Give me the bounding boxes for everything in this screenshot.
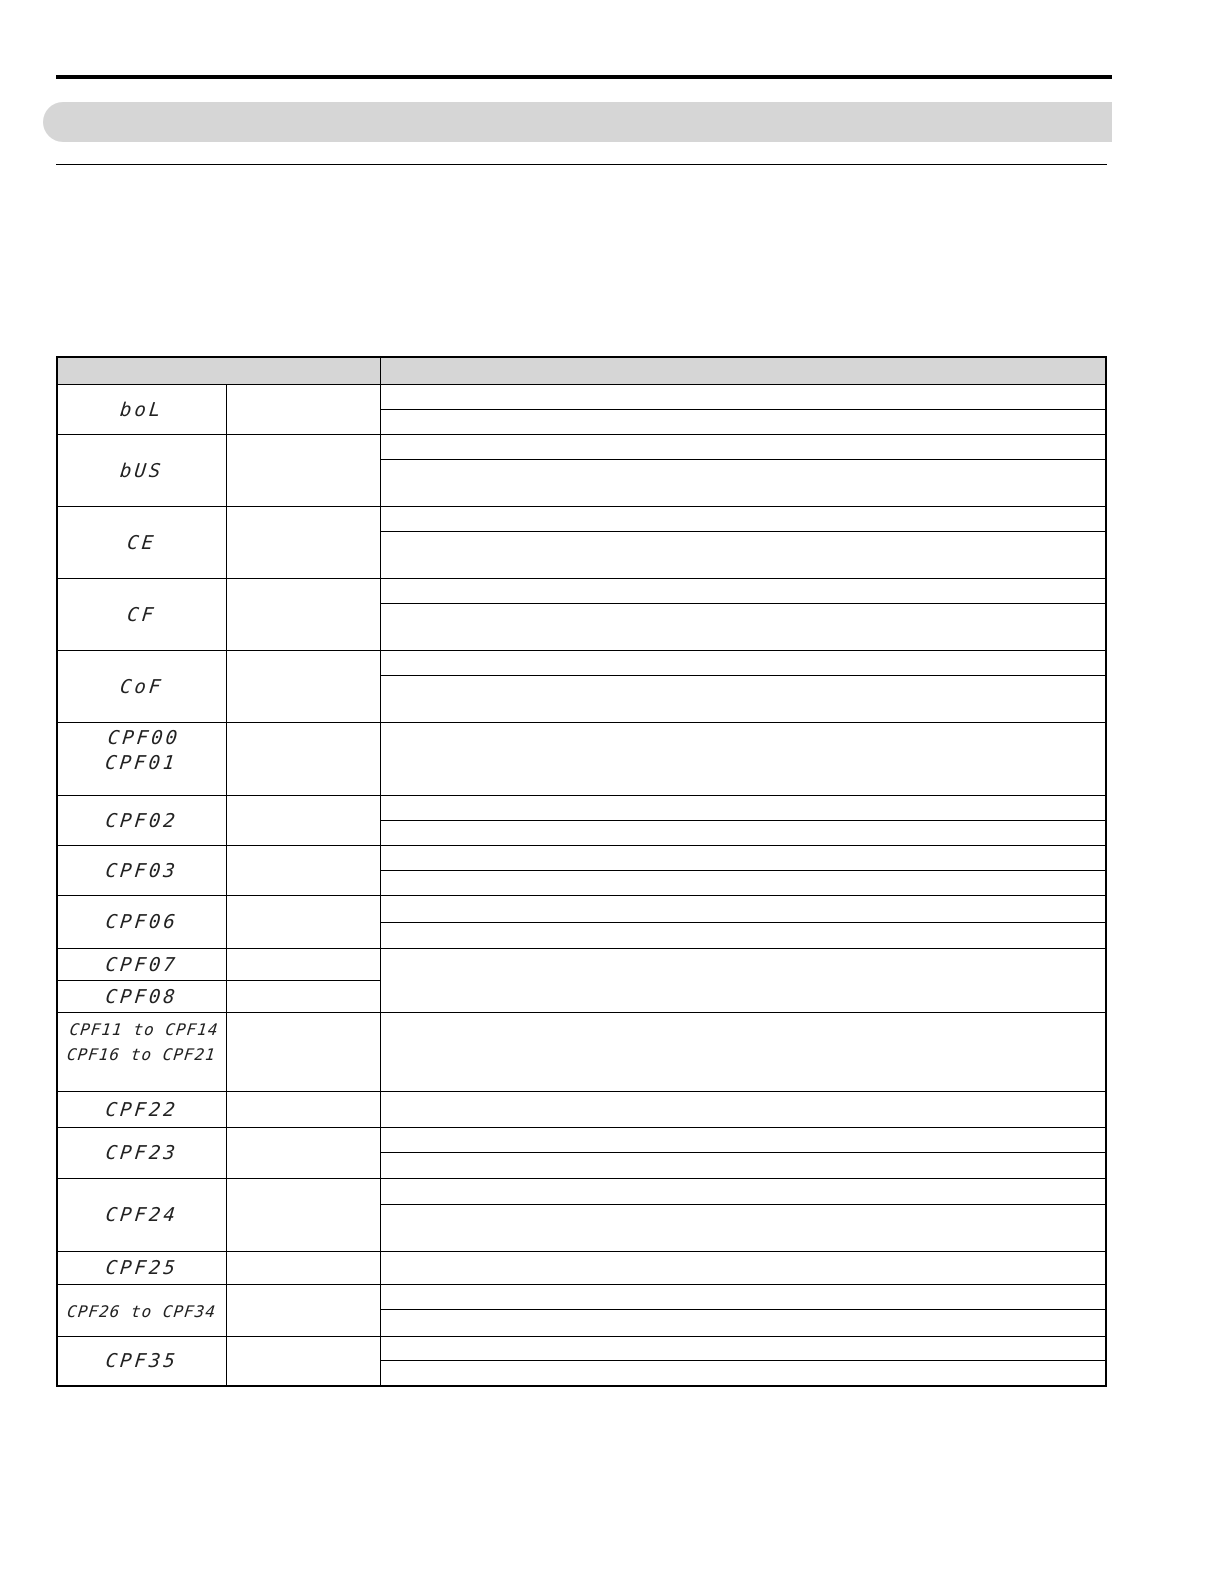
fault-code: bUS xyxy=(118,459,165,481)
cause-cell xyxy=(380,385,1106,410)
table-row xyxy=(57,1285,1106,1310)
fault-code-cell xyxy=(54,1337,228,1386)
fault-name-cell xyxy=(226,385,380,435)
fault-code: CPF03 xyxy=(104,859,180,881)
fault-code: boL xyxy=(118,398,165,420)
fault-code-cell xyxy=(54,385,228,435)
cause-cell xyxy=(380,651,1106,676)
fault-name-cell xyxy=(226,846,380,896)
cause-cell xyxy=(380,896,1106,923)
table-row xyxy=(57,1013,1106,1092)
fault-code-cell xyxy=(53,1013,230,1092)
header-cell-details xyxy=(380,357,1106,385)
fault-name-cell xyxy=(226,1337,380,1386)
table-row xyxy=(57,846,1106,871)
cause-cell xyxy=(380,435,1106,460)
fault-name-cell xyxy=(226,949,380,981)
fault-name-cell xyxy=(226,1252,380,1285)
fault-code-cell xyxy=(53,723,230,796)
table-row xyxy=(57,796,1106,821)
fault-code: CPF02 xyxy=(104,809,180,831)
remedy-cell xyxy=(380,604,1106,651)
fault-name-cell xyxy=(226,723,380,796)
header-divider xyxy=(56,164,1107,165)
table-row xyxy=(57,651,1106,676)
details-cell xyxy=(380,1013,1106,1092)
fault-name-cell xyxy=(226,651,380,723)
fault-code: CF xyxy=(126,603,158,625)
table-row xyxy=(57,385,1106,410)
table-row xyxy=(57,435,1106,460)
details-cell xyxy=(380,949,1106,1013)
table-header-row xyxy=(57,357,1106,385)
fault-name-cell xyxy=(226,435,380,507)
cause-cell xyxy=(380,1337,1106,1361)
table-row xyxy=(57,1252,1106,1285)
fault-code: CPF22 xyxy=(104,1098,180,1120)
fault-code-cell xyxy=(54,796,228,846)
fault-code: CPF01 xyxy=(104,751,179,773)
cause-cell xyxy=(380,579,1106,604)
fault-code-cell xyxy=(54,896,229,949)
fault-code: CPF25 xyxy=(104,1256,180,1279)
remedy-cell xyxy=(380,676,1106,723)
fault-code: CoF xyxy=(118,675,165,697)
table-row xyxy=(57,1337,1106,1361)
fault-code-range: CPF11 to CPF14 xyxy=(68,1019,220,1038)
fault-name-cell xyxy=(226,981,380,1013)
fault-name-cell xyxy=(226,1013,380,1092)
fault-code-range: CPF16 to CPF21 xyxy=(66,1044,218,1063)
fault-code-range: CPF26 to CPF34 xyxy=(66,1301,218,1320)
fault-code-cell xyxy=(55,949,227,981)
remedy-cell xyxy=(380,1310,1106,1337)
table-row xyxy=(57,1128,1106,1153)
details-cell xyxy=(380,1252,1106,1285)
fault-code: CE xyxy=(126,531,158,553)
fault-code: CPF08 xyxy=(104,985,180,1007)
remedy-cell xyxy=(380,1205,1106,1252)
cause-cell xyxy=(380,1285,1106,1310)
fault-name-cell xyxy=(226,796,380,846)
fault-code-cell xyxy=(53,1179,230,1252)
table-row xyxy=(57,723,1106,796)
fault-code: CPF06 xyxy=(104,910,180,933)
fault-code-cell xyxy=(54,846,228,896)
fault-code-cell xyxy=(54,1128,228,1179)
fault-code-cell xyxy=(53,435,230,507)
remedy-cell xyxy=(380,871,1106,896)
fault-name-cell xyxy=(226,896,380,949)
fault-code-cell xyxy=(53,507,230,579)
table-row xyxy=(57,896,1106,923)
fault-name-cell xyxy=(226,1092,380,1128)
fault-code: CPF35 xyxy=(104,1349,180,1372)
table-row xyxy=(57,507,1106,532)
fault-code-cell xyxy=(53,651,230,723)
fault-code-cell xyxy=(54,1285,228,1337)
cause-cell xyxy=(380,1128,1106,1153)
fault-code: CPF07 xyxy=(104,953,180,975)
fault-code-cell xyxy=(55,1092,228,1128)
header-cell-display xyxy=(57,357,380,385)
details-cell xyxy=(380,1092,1106,1128)
remedy-cell xyxy=(380,923,1106,949)
fault-code-cell xyxy=(53,579,230,651)
remedy-cell xyxy=(380,460,1106,507)
fault-code: CPF00 xyxy=(106,726,182,748)
remedy-cell xyxy=(380,1361,1106,1386)
table-row xyxy=(57,579,1106,604)
remedy-cell xyxy=(380,532,1106,579)
details-cell xyxy=(380,723,1106,796)
top-rule xyxy=(56,75,1112,79)
fault-name-cell xyxy=(226,579,380,651)
fault-code: CPF24 xyxy=(104,1203,180,1226)
table-row xyxy=(57,1179,1106,1205)
fault-code-table xyxy=(56,356,1107,1387)
cause-cell xyxy=(380,796,1106,821)
fault-code-cell xyxy=(55,981,227,1013)
cause-cell xyxy=(380,507,1106,532)
remedy-cell xyxy=(380,821,1106,846)
fault-name-cell xyxy=(226,507,380,579)
table-row xyxy=(57,949,1106,981)
cause-cell xyxy=(380,846,1106,871)
fault-name-cell xyxy=(226,1285,380,1337)
cause-cell xyxy=(380,1179,1106,1205)
fault-code-cell xyxy=(55,1252,227,1285)
fault-name-cell xyxy=(226,1179,380,1252)
table-row xyxy=(57,1092,1106,1128)
section-header-bar xyxy=(43,102,1112,142)
remedy-cell xyxy=(380,1153,1106,1179)
fault-code: CPF23 xyxy=(104,1141,180,1164)
remedy-cell xyxy=(380,410,1106,435)
fault-name-cell xyxy=(226,1128,380,1179)
